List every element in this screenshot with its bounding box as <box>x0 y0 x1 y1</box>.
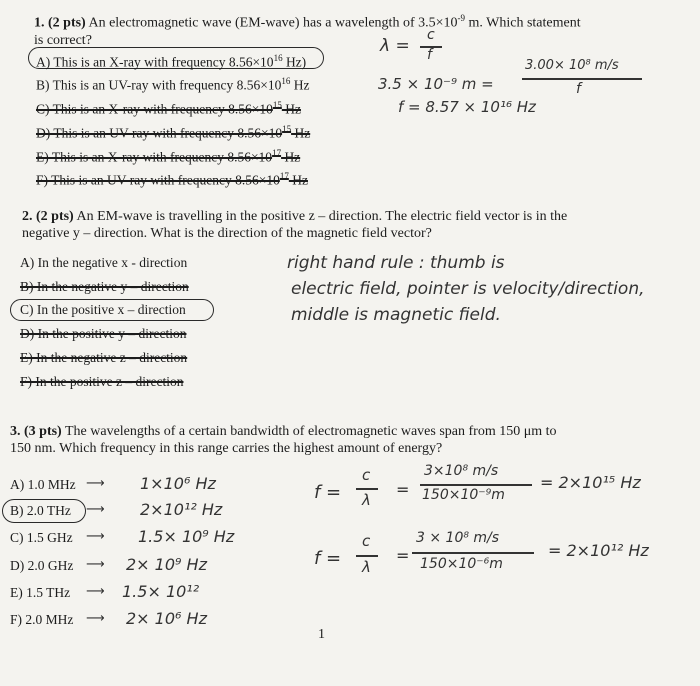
q1-work-line2-left: 3.5 × 10⁻⁹ m = <box>378 75 494 93</box>
q1-option-f-exp: 17 <box>279 171 289 181</box>
q2-option-b[interactable]: B) In the negative y – direction <box>20 279 189 294</box>
q3-work2-fraction-small <box>356 555 378 557</box>
q1-text-end: m. Which statement <box>465 15 581 31</box>
q3-points: (3 pts) <box>24 424 62 439</box>
q3-work2-c: c <box>362 532 371 550</box>
q1-option-d-label: D) This is an UV-ray with frequency 8.56×10 <box>36 125 283 141</box>
q1-work-lambda-eq: λ = <box>380 36 410 56</box>
q1-option-f[interactable] <box>36 168 308 189</box>
q1-work-line2-num: 3.00× 10⁸ m/s <box>525 58 619 73</box>
q3-work2-f: f = <box>314 548 342 569</box>
q1-option-d-unit: Hz <box>291 125 311 141</box>
q1-option-a-label: A) This is an X-ray with frequency 8.56×10 <box>36 54 274 70</box>
q2-text-line1: An EM-wave is travelling in the positive z – direction. The electric field vector is in the <box>76 209 568 224</box>
q3-option-f-note: 2× 10⁶ Hz <box>126 609 207 628</box>
q1-option-c-exp: 15 <box>272 100 282 110</box>
q2-note-line1: right hand rule : thumb is <box>287 253 505 273</box>
q1-option-b-unit: Hz <box>290 77 310 93</box>
q1-work-line2-fraction <box>522 78 642 80</box>
q1-option-d-exp: 15 <box>282 124 292 134</box>
q3-text-line2: 150 nm. Which frequency in this range carries the highest amount of energy? <box>10 441 443 456</box>
q1-option-f-unit: Hz <box>288 172 308 188</box>
arrow-right-icon: ⟶ <box>86 611 105 626</box>
q3-work2-lambda: λ <box>362 558 371 576</box>
q3-option-d[interactable]: D) 2.0 GHz <box>10 558 74 573</box>
q1-exp: -9 <box>457 13 465 23</box>
q1-option-d[interactable] <box>36 121 310 142</box>
q3-option-a[interactable]: A) 1.0 MHz <box>10 477 76 492</box>
q3-option-c-note: 1.5× 10⁹ Hz <box>138 527 235 546</box>
q3-option-c[interactable]: C) 1.5 GHz <box>10 530 73 545</box>
q3-work2-eq: = <box>396 546 410 565</box>
q2-text-line2: negative y – direction. What is the direction of the magnetic field vector? <box>22 226 432 241</box>
q2-option-c[interactable]: C) In the positive x – direction <box>20 302 186 317</box>
q3-work1-eq: = <box>396 480 410 499</box>
q1-option-a-unit: Hz) <box>282 54 307 70</box>
page-number: 1 <box>318 627 325 642</box>
q3-prompt <box>10 423 680 457</box>
q2-note-line2: electric field, pointer is velocity/direction, <box>291 279 645 299</box>
q1-work-f: f <box>427 47 432 63</box>
arrow-right-icon: ⟶ <box>86 502 105 517</box>
q3-work1-c: c <box>362 466 371 484</box>
arrow-right-icon: ⟶ <box>86 557 105 572</box>
q2-prompt <box>22 208 662 242</box>
q1-points: (2 pts) <box>48 15 86 31</box>
q1-option-e[interactable] <box>36 145 300 166</box>
q1-option-b-exp: 16 <box>281 76 291 86</box>
q3-number: 3. <box>10 424 21 439</box>
q3-option-e-note: 1.5× 10¹² <box>122 582 200 601</box>
q3-work1-fraction-small <box>356 488 378 490</box>
q3-work1-num: 3×10⁸ m/s <box>424 463 499 479</box>
q1-option-b-label: B) This is an UV-ray with frequency 8.56×10 <box>36 77 282 93</box>
q1-option-c-label: C) This is an X-ray with frequency 8.56×10 <box>36 101 273 117</box>
q2-option-d[interactable]: D) In the positive y – direction <box>20 326 187 341</box>
q2-option-a[interactable]: A) In the negative x - direction <box>20 255 188 270</box>
q2-points: (2 pts) <box>36 209 74 224</box>
q3-text-line1: The wavelengths of a certain bandwidth of electromagnetic waves span from 150 μm to <box>64 424 557 439</box>
q1-prompt <box>34 10 634 49</box>
q1-option-e-exp: 17 <box>272 148 282 158</box>
q3-work1-lambda: λ <box>362 491 371 509</box>
q3-work1-fraction <box>420 484 532 486</box>
q3-work2-num: 3 × 10⁸ m/s <box>416 530 500 546</box>
q1-option-c[interactable] <box>36 97 301 118</box>
q3-work1-den: 150×10⁻⁹m <box>422 487 505 503</box>
arrow-right-icon: ⟶ <box>86 476 105 491</box>
arrow-right-icon: ⟶ <box>86 584 105 599</box>
q1-work-c: c <box>427 27 435 43</box>
q1-work-line2-den: f <box>576 81 581 97</box>
q3-work1-result: = 2×10¹⁵ Hz <box>540 473 641 492</box>
q3-option-b-note: 2×10¹² Hz <box>140 500 223 519</box>
q1-option-f-label: F) This is an UV-ray with frequency 8.56×10 <box>36 172 280 188</box>
q1-text-line2: is correct? <box>34 32 92 48</box>
q2-note-line3: middle is magnetic field. <box>291 305 501 325</box>
q3-work2-fraction <box>412 552 534 554</box>
q2-option-e[interactable]: E) In the negative z – direction <box>20 350 188 365</box>
q1-option-c-unit: Hz <box>281 101 301 117</box>
q3-option-d-note: 2× 10⁹ Hz <box>126 555 207 574</box>
q3-option-b[interactable]: B) 2.0 THz <box>10 503 71 518</box>
q1-work-result: f = 8.57 × 10¹⁶ Hz <box>398 98 536 116</box>
q2-option-f[interactable]: F) In the positive z – direction <box>20 374 184 389</box>
q1-option-e-label: E) This is an X-ray with frequency 8.56×10 <box>36 149 273 165</box>
q3-work1-f: f = <box>314 482 342 503</box>
arrow-right-icon: ⟶ <box>86 529 105 544</box>
q1-text: An electromagnetic wave (EM-wave) has a wavelength of 3.5×10 <box>88 15 458 31</box>
q1-option-e-unit: Hz <box>281 149 301 165</box>
q1-number: 1. <box>34 15 45 31</box>
q2-number: 2. <box>22 209 33 224</box>
q1-option-a[interactable] <box>36 50 306 71</box>
q1-option-a-exp: 16 <box>273 53 283 63</box>
q3-option-f[interactable]: F) 2.0 MHz <box>10 612 74 627</box>
q3-work2-result: = 2×10¹² Hz <box>548 541 649 560</box>
q3-work2-den: 150×10⁻⁶m <box>420 556 503 572</box>
q3-option-a-note: 1×10⁶ Hz <box>140 474 216 493</box>
q1-option-b[interactable] <box>36 73 309 94</box>
q3-option-e[interactable]: E) 1.5 THz <box>10 585 71 600</box>
